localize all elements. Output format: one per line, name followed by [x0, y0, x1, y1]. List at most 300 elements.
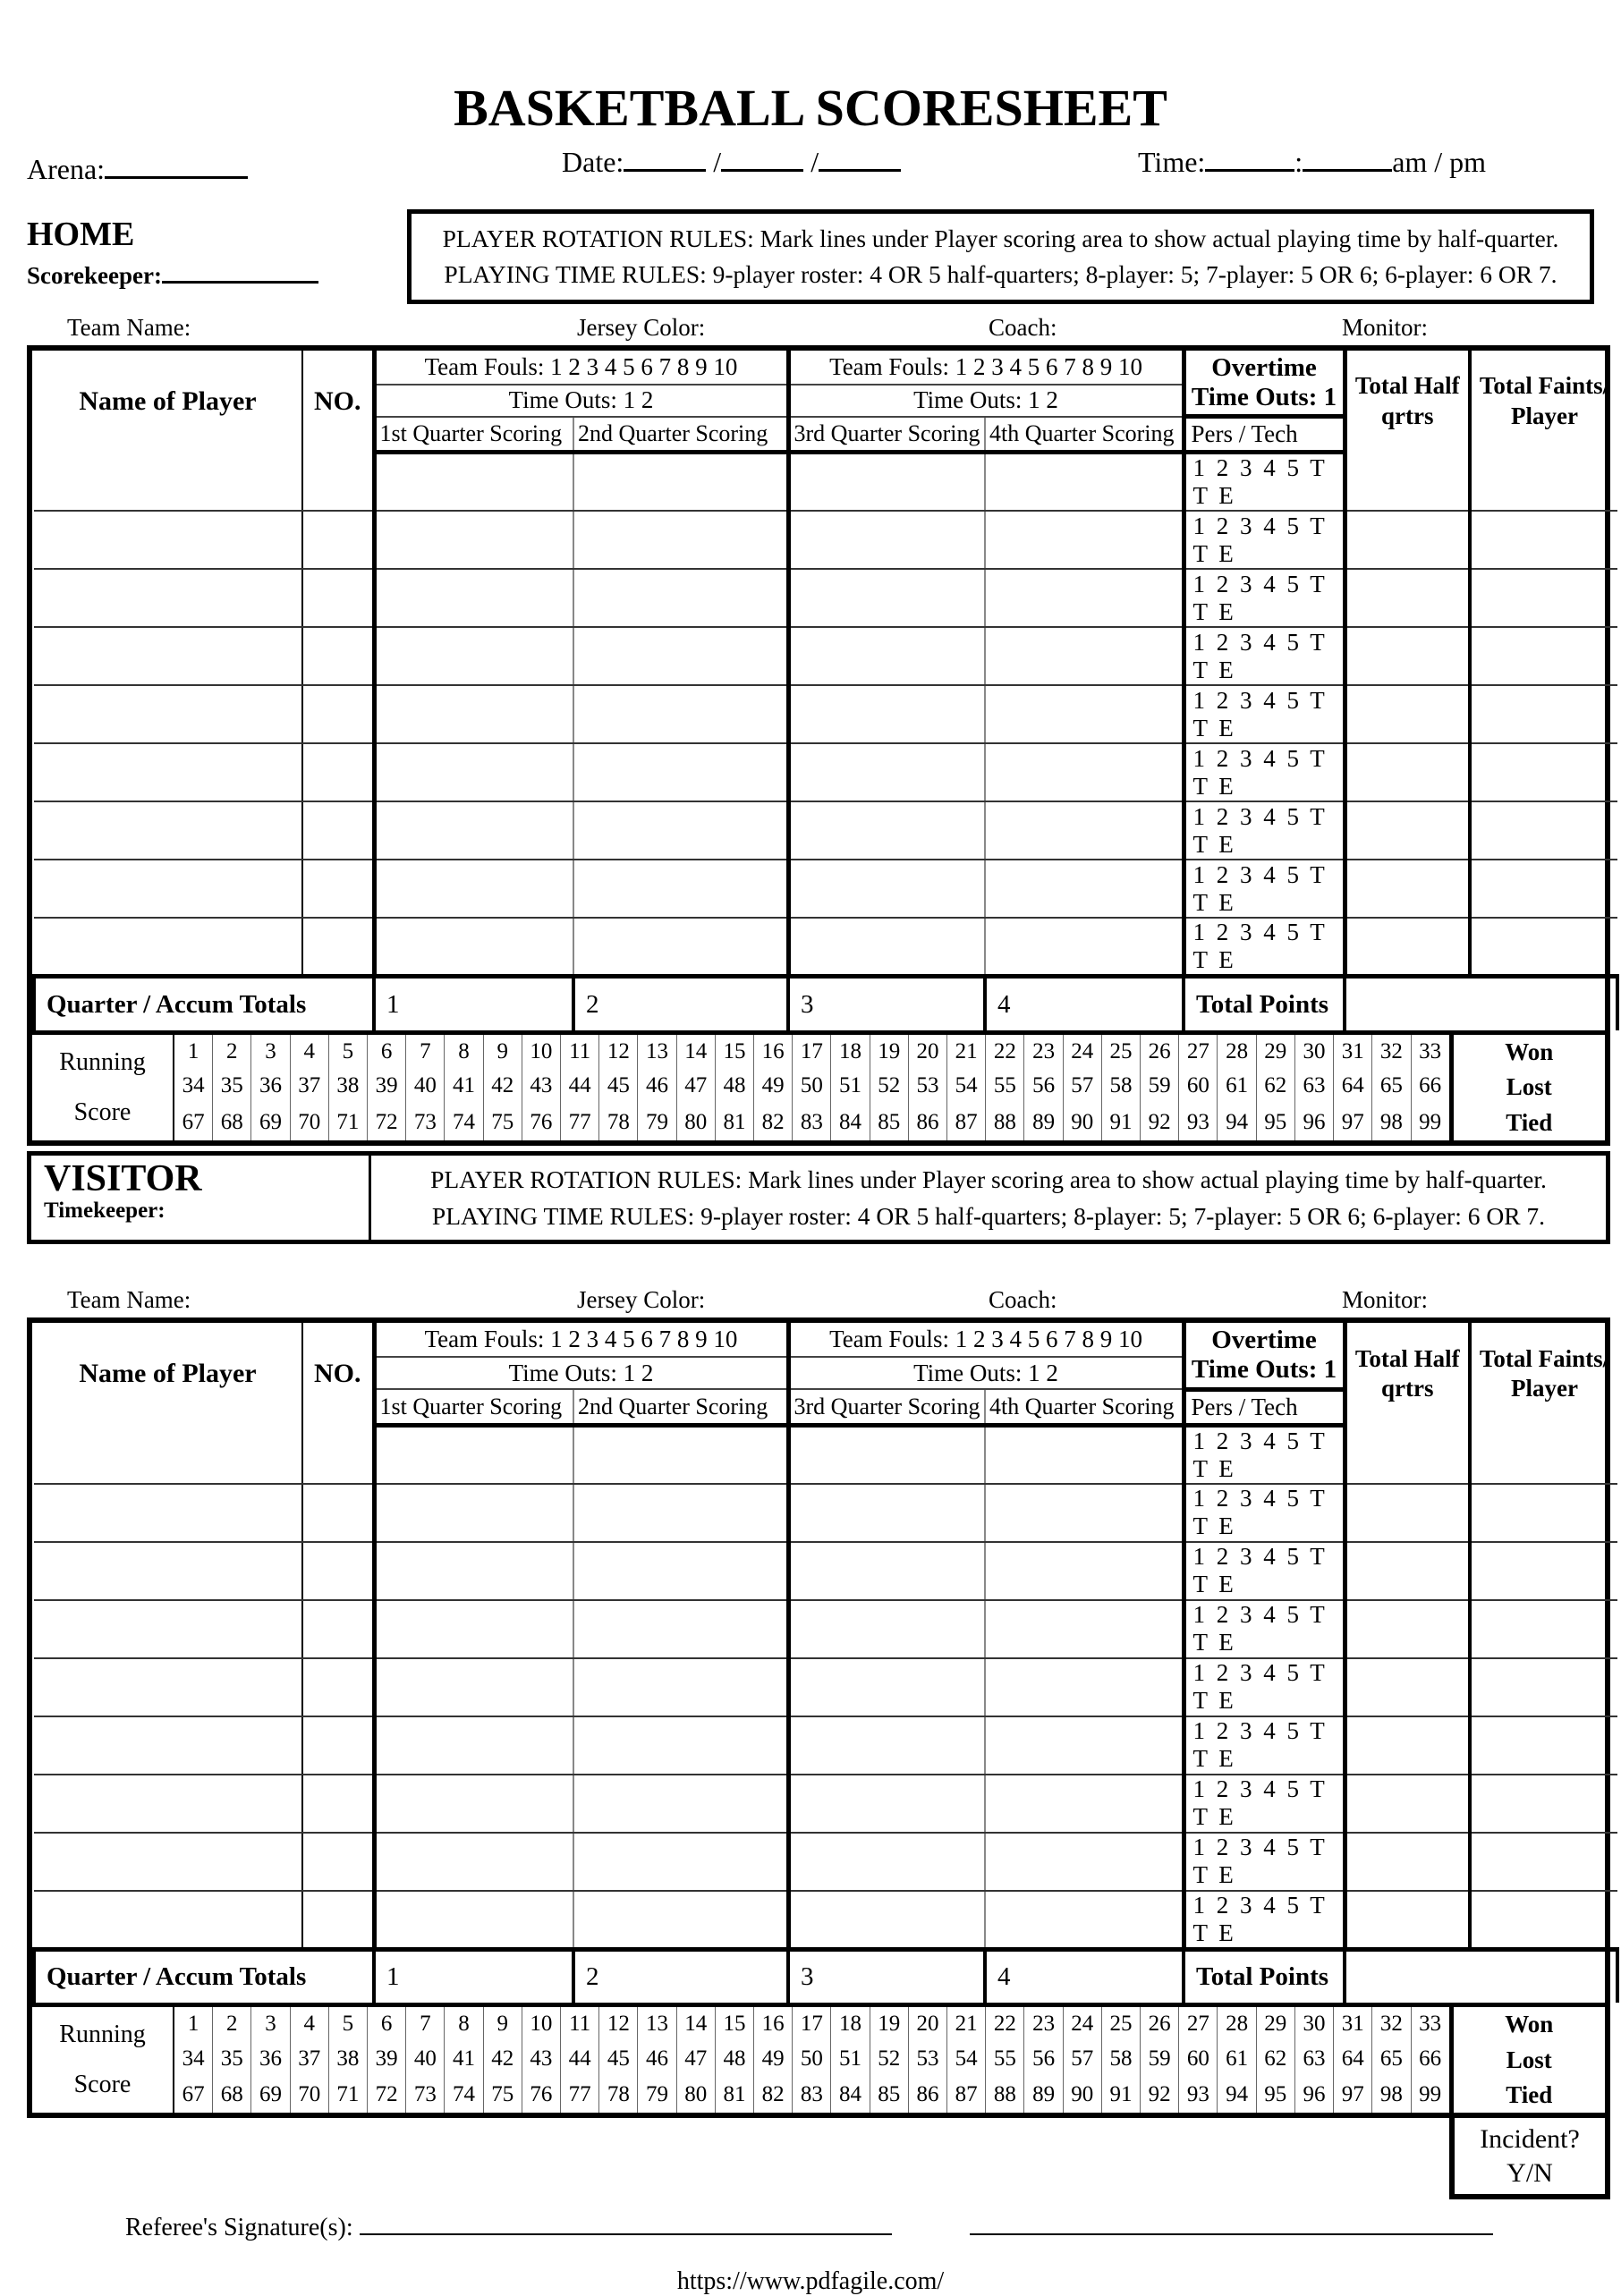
running-score-number[interactable]: 79 — [638, 1105, 676, 1140]
q1-scoring-cell[interactable] — [374, 1775, 573, 1833]
total-faints-cell[interactable] — [1470, 1833, 1617, 1891]
running-score-number[interactable]: 72 — [368, 2077, 406, 2113]
running-score-number[interactable]: 69 — [251, 2077, 290, 2113]
team-fouls-header-1st-half[interactable]: Team Fouls: 1 2 3 4 5 6 7 8 9 10 — [374, 1323, 788, 1357]
running-score-number[interactable]: 51 — [831, 2041, 870, 2077]
running-score-number[interactable]: 99 — [1419, 1109, 1442, 1134]
running-score-number[interactable]: 27 — [1179, 1035, 1218, 1069]
running-score-number[interactable]: 76 — [522, 2077, 561, 2113]
q3-scoring-cell[interactable] — [788, 1775, 985, 1833]
running-score-number[interactable]: 50 — [793, 2041, 831, 2077]
q4-total-cell[interactable]: 4 — [985, 1949, 1184, 2003]
total-faints-cell[interactable] — [1470, 627, 1617, 685]
running-score-number[interactable]: 7 — [406, 1035, 445, 1069]
running-score-number[interactable]: 75 — [484, 2077, 522, 2113]
running-score-number[interactable]: 42 — [484, 2041, 522, 2077]
won-option[interactable]: Won — [1505, 1038, 1554, 1065]
q1-scoring-cell[interactable] — [374, 569, 573, 627]
personal-fouls-scale[interactable]: 1 2 3 4 5 T T E — [1184, 569, 1345, 627]
tied-option[interactable]: Tied — [1506, 1108, 1553, 1136]
running-score-number[interactable]: 71 — [329, 2077, 368, 2113]
personal-fouls-scale[interactable]: 1 2 3 4 5 T T E — [1184, 860, 1345, 918]
lost-option[interactable]: Lost — [1506, 1073, 1552, 1101]
running-score-number[interactable]: 5 — [329, 2007, 368, 2041]
running-score-number[interactable]: 22 — [986, 2007, 1024, 2041]
running-score-number[interactable]: 68 — [213, 2077, 251, 2113]
player-name-cell[interactable] — [34, 1658, 302, 1716]
running-score-number[interactable]: 81 — [716, 2077, 754, 2113]
q3-scoring-cell[interactable] — [788, 918, 985, 977]
running-score-number[interactable]: 25 — [1102, 1035, 1141, 1069]
running-score-number[interactable]: 49 — [754, 2041, 793, 2077]
total-half-qrtrs-cell[interactable] — [1345, 1542, 1470, 1600]
running-score-number[interactable]: 36 — [251, 1068, 290, 1104]
running-score-number[interactable]: 60 — [1179, 2041, 1218, 2077]
q2-scoring-cell[interactable] — [573, 1425, 788, 1484]
q2-scoring-cell[interactable] — [573, 1484, 788, 1542]
q4-scoring-cell[interactable] — [985, 1600, 1184, 1658]
q4-scoring-cell[interactable] — [985, 453, 1184, 512]
running-score-number[interactable]: 12 — [599, 1035, 638, 1069]
running-score-number[interactable]: 26 — [1141, 1035, 1179, 1069]
total-half-qrtrs-cell[interactable] — [1345, 1600, 1470, 1658]
running-score-number[interactable]: 58 — [1102, 2041, 1141, 2077]
running-score-number[interactable]: 91 — [1102, 2077, 1141, 2113]
tied-option[interactable]: Tied — [1506, 2081, 1553, 2109]
running-score-number[interactable]: 83 — [793, 2077, 831, 2113]
running-score-number[interactable]: 10 — [522, 1035, 561, 1069]
running-score-number[interactable]: 16 — [754, 2007, 793, 2041]
running-score-number[interactable]: 25 — [1102, 2007, 1141, 2041]
q3-scoring-cell[interactable] — [788, 1425, 985, 1484]
running-score-number[interactable]: 64 — [1334, 1068, 1372, 1104]
running-score-number[interactable]: 10 — [522, 2007, 561, 2041]
running-score-number[interactable]: 45 — [599, 2041, 638, 2077]
personal-fouls-scale[interactable]: 1 2 3 4 5 T T E — [1184, 743, 1345, 801]
running-score-number[interactable]: 6 — [368, 1035, 406, 1069]
q2-scoring-cell[interactable] — [573, 860, 788, 918]
running-score-number[interactable]: 83 — [793, 1105, 831, 1140]
q4-scoring-cell[interactable] — [985, 1542, 1184, 1600]
q2-scoring-cell[interactable] — [573, 1891, 788, 1950]
q2-scoring-cell[interactable] — [573, 743, 788, 801]
total-faints-cell[interactable] — [1470, 1716, 1617, 1775]
running-score-number[interactable]: 58 — [1102, 1068, 1141, 1104]
running-score-number[interactable]: 97 — [1334, 2077, 1372, 2113]
q4-scoring-cell[interactable] — [985, 1716, 1184, 1775]
running-score-number[interactable]: 67 — [174, 1105, 213, 1140]
player-number-cell[interactable] — [302, 627, 374, 685]
personal-fouls-scale[interactable]: 1 2 3 4 5 T T E — [1184, 918, 1345, 977]
player-number-cell[interactable] — [302, 1775, 374, 1833]
player-number-cell[interactable] — [302, 685, 374, 743]
arena-input-line[interactable] — [105, 150, 248, 179]
running-score-number[interactable]: 77 — [561, 2077, 599, 2113]
running-score-number[interactable]: 89 — [1024, 1105, 1063, 1140]
running-score-number[interactable]: 88 — [986, 1105, 1024, 1140]
time-hour-line[interactable] — [1205, 143, 1294, 172]
q3-scoring-cell[interactable] — [788, 801, 985, 860]
total-faints-cell[interactable] — [1470, 1542, 1617, 1600]
running-score-number[interactable]: 53 — [909, 2041, 947, 2077]
running-score-number[interactable]: 90 — [1064, 1105, 1102, 1140]
running-score-number[interactable]: 23 — [1024, 1035, 1063, 1069]
running-score-number[interactable]: 24 — [1064, 1035, 1102, 1069]
running-score-number[interactable]: 47 — [677, 2041, 716, 2077]
running-score-number[interactable]: 80 — [677, 2077, 716, 2113]
q4-scoring-cell[interactable] — [985, 1484, 1184, 1542]
running-score-number[interactable]: 59 — [1141, 2041, 1179, 2077]
q4-scoring-cell[interactable] — [985, 627, 1184, 685]
running-score-number[interactable]: 46 — [638, 2041, 676, 2077]
running-score-number[interactable]: 85 — [870, 1105, 909, 1140]
running-score-number[interactable]: 63 — [1295, 2041, 1334, 2077]
q2-scoring-cell[interactable] — [573, 511, 788, 569]
running-score-number[interactable]: 28 — [1218, 1035, 1256, 1069]
q1-scoring-cell[interactable] — [374, 918, 573, 977]
total-faints-cell[interactable] — [1470, 1425, 1617, 1484]
running-score-number[interactable]: 70 — [291, 1105, 329, 1140]
personal-fouls-scale[interactable]: 1 2 3 4 5 T T E — [1184, 801, 1345, 860]
personal-fouls-scale[interactable]: 1 2 3 4 5 T T E — [1184, 453, 1345, 512]
lost-option[interactable]: Lost — [1506, 2046, 1552, 2073]
q2-scoring-cell[interactable] — [573, 453, 788, 512]
running-score-number[interactable]: 62 — [1257, 2041, 1295, 2077]
running-score-number[interactable]: 86 — [909, 2077, 947, 2113]
q1-scoring-cell[interactable] — [374, 627, 573, 685]
player-name-cell[interactable] — [34, 1425, 302, 1484]
running-score-number[interactable]: 68 — [213, 1105, 251, 1140]
running-score-number[interactable]: 65 — [1372, 2041, 1411, 2077]
player-number-cell[interactable] — [302, 1658, 374, 1716]
running-score-number[interactable]: 2 — [213, 2007, 251, 2041]
q4-scoring-cell[interactable] — [985, 511, 1184, 569]
overtime-timeouts-label[interactable]: Time Outs: 1 — [1191, 1355, 1337, 1384]
running-score-number[interactable]: 18 — [831, 1035, 870, 1069]
running-score-number[interactable]: 40 — [406, 2041, 445, 2077]
q3-scoring-cell[interactable] — [788, 511, 985, 569]
running-score-number[interactable]: 71 — [329, 1105, 368, 1140]
running-score-number[interactable]: 48 — [716, 1068, 754, 1104]
personal-fouls-scale[interactable]: 1 2 3 4 5 T T E — [1184, 1716, 1345, 1775]
running-score-number[interactable]: 56 — [1024, 1068, 1063, 1104]
total-faints-cell[interactable] — [1470, 860, 1617, 918]
running-score-number[interactable]: 67 — [174, 2077, 213, 2113]
running-score-number[interactable]: 90 — [1064, 2077, 1102, 2113]
running-score-number[interactable]: 72 — [368, 1105, 406, 1140]
running-score-number[interactable]: 34 — [174, 1068, 213, 1104]
running-score-number[interactable]: 81 — [716, 1105, 754, 1140]
player-name-cell[interactable] — [34, 1891, 302, 1950]
running-score-number[interactable]: 78 — [599, 1105, 638, 1140]
running-score-number[interactable]: 7 — [406, 2007, 445, 2041]
player-name-cell[interactable] — [34, 453, 302, 512]
q3-scoring-cell[interactable] — [788, 1600, 985, 1658]
running-score-number[interactable]: 32 — [1372, 2007, 1411, 2041]
q1-scoring-cell[interactable] — [374, 1484, 573, 1542]
q4-scoring-cell[interactable] — [985, 1658, 1184, 1716]
date-month-line[interactable] — [624, 143, 706, 172]
q3-scoring-cell[interactable] — [788, 860, 985, 918]
running-score-number[interactable]: 6 — [368, 2007, 406, 2041]
total-faints-cell[interactable] — [1470, 1891, 1617, 1950]
q1-scoring-cell[interactable] — [374, 801, 573, 860]
running-score-number[interactable]: 17 — [793, 1035, 831, 1069]
player-name-cell[interactable] — [34, 743, 302, 801]
scorekeeper-input-line[interactable] — [162, 259, 318, 284]
total-half-qrtrs-cell[interactable] — [1345, 1716, 1470, 1775]
running-score-number[interactable]: 51 — [831, 1068, 870, 1104]
running-score-number[interactable]: 48 — [716, 2041, 754, 2077]
running-score-number[interactable]: 92 — [1141, 2077, 1179, 2113]
player-name-cell[interactable] — [34, 801, 302, 860]
running-score-number[interactable]: 50 — [793, 1068, 831, 1104]
total-faints-cell[interactable] — [1470, 743, 1617, 801]
running-score-number[interactable]: 54 — [947, 1068, 986, 1104]
running-score-number[interactable]: 75 — [484, 1105, 522, 1140]
running-score-number[interactable]: 61 — [1218, 2041, 1256, 2077]
q3-scoring-cell[interactable] — [788, 1658, 985, 1716]
running-score-number[interactable]: 30 — [1295, 1035, 1334, 1069]
q3-scoring-cell[interactable] — [788, 1484, 985, 1542]
running-score-number[interactable]: 26 — [1141, 2007, 1179, 2041]
q1-scoring-cell[interactable] — [374, 743, 573, 801]
running-score-number[interactable]: 49 — [754, 1068, 793, 1104]
running-score-number[interactable]: 89 — [1024, 2077, 1063, 2113]
personal-fouls-scale[interactable]: 1 2 3 4 5 T T E — [1184, 1833, 1345, 1891]
won-option[interactable]: Won — [1505, 2011, 1554, 2038]
q4-scoring-cell[interactable] — [985, 1833, 1184, 1891]
q4-scoring-cell[interactable] — [985, 860, 1184, 918]
total-faints-cell[interactable] — [1470, 918, 1617, 977]
running-score-number[interactable]: 3 — [251, 1035, 290, 1069]
running-score-number[interactable]: 19 — [870, 1035, 909, 1069]
player-name-cell[interactable] — [34, 1600, 302, 1658]
running-score-number[interactable]: 62 — [1257, 1068, 1295, 1104]
running-score-number[interactable]: 14 — [677, 1035, 716, 1069]
total-faints-cell[interactable] — [1470, 1658, 1617, 1716]
q3-total-cell[interactable]: 3 — [788, 977, 985, 1030]
running-score-number[interactable]: 9 — [484, 2007, 522, 2041]
running-score-number[interactable]: 32 — [1372, 1035, 1411, 1069]
total-half-qrtrs-cell[interactable] — [1345, 453, 1470, 512]
running-score-number[interactable]: 35 — [213, 1068, 251, 1104]
total-half-qrtrs-cell[interactable] — [1345, 860, 1470, 918]
player-number-cell[interactable] — [302, 569, 374, 627]
q1-scoring-cell[interactable] — [374, 1833, 573, 1891]
running-score-number[interactable]: 35 — [213, 2041, 251, 2077]
running-score-number[interactable]: 37 — [291, 2041, 329, 2077]
running-score-number[interactable]: 31 — [1334, 1035, 1372, 1069]
personal-fouls-scale[interactable]: 1 2 3 4 5 T T E — [1184, 1425, 1345, 1484]
running-score-number[interactable]: 8 — [445, 2007, 483, 2041]
running-score-number[interactable]: 16 — [754, 1035, 793, 1069]
player-name-cell[interactable] — [34, 569, 302, 627]
running-score-number[interactable]: 45 — [599, 1068, 638, 1104]
q2-scoring-cell[interactable] — [573, 1775, 788, 1833]
running-score-number[interactable]: 47 — [677, 1068, 716, 1104]
total-faints-cell[interactable] — [1470, 801, 1617, 860]
running-score-number[interactable]: 96 — [1295, 2077, 1334, 2113]
q1-scoring-cell[interactable] — [374, 860, 573, 918]
total-points-cell[interactable] — [1345, 1949, 1617, 2003]
running-score-number[interactable]: 29 — [1257, 1035, 1295, 1069]
running-score-number[interactable]: 17 — [793, 2007, 831, 2041]
running-score-number[interactable]: 1 — [174, 2007, 213, 2041]
team-fouls-header-2nd-half[interactable]: Team Fouls: 1 2 3 4 5 6 7 8 9 10 — [788, 351, 1184, 385]
running-score-number[interactable]: 52 — [870, 2041, 909, 2077]
total-half-qrtrs-cell[interactable] — [1345, 685, 1470, 743]
q3-scoring-cell[interactable] — [788, 685, 985, 743]
q2-scoring-cell[interactable] — [573, 1833, 788, 1891]
q4-scoring-cell[interactable] — [985, 569, 1184, 627]
running-score-number[interactable]: 44 — [561, 1068, 599, 1104]
running-score-number[interactable]: 98 — [1372, 2077, 1411, 2113]
overtime-timeouts-label[interactable]: Time Outs: 1 — [1191, 382, 1337, 411]
q4-total-cell[interactable]: 4 — [985, 977, 1184, 1030]
player-name-cell[interactable] — [34, 1716, 302, 1775]
running-score-number[interactable]: 84 — [831, 1105, 870, 1140]
running-score-number[interactable]: 55 — [986, 2041, 1024, 2077]
q4-scoring-cell[interactable] — [985, 743, 1184, 801]
running-score-number[interactable]: 94 — [1218, 1105, 1256, 1140]
player-number-cell[interactable] — [302, 918, 374, 977]
player-number-cell[interactable] — [302, 1716, 374, 1775]
running-score-number[interactable]: 14 — [677, 2007, 716, 2041]
q2-scoring-cell[interactable] — [573, 1542, 788, 1600]
date-day-line[interactable] — [721, 143, 803, 172]
running-score-number[interactable]: 5 — [329, 1035, 368, 1069]
total-half-qrtrs-cell[interactable] — [1345, 511, 1470, 569]
player-number-cell[interactable] — [302, 1891, 374, 1950]
player-name-cell[interactable] — [34, 511, 302, 569]
running-score-number[interactable]: 66 — [1419, 2046, 1442, 2071]
q2-total-cell[interactable]: 2 — [573, 1949, 788, 2003]
q3-scoring-cell[interactable] — [788, 1542, 985, 1600]
running-score-number[interactable]: 91 — [1102, 1105, 1141, 1140]
running-score-number[interactable]: 60 — [1179, 1068, 1218, 1104]
running-score-number[interactable]: 56 — [1024, 2041, 1063, 2077]
q4-scoring-cell[interactable] — [985, 918, 1184, 977]
total-half-qrtrs-cell[interactable] — [1345, 1425, 1470, 1484]
running-score-number[interactable]: 97 — [1334, 1105, 1372, 1140]
running-score-number[interactable]: 9 — [484, 1035, 522, 1069]
q1-scoring-cell[interactable] — [374, 1542, 573, 1600]
q4-scoring-cell[interactable] — [985, 801, 1184, 860]
total-faints-cell[interactable] — [1470, 1484, 1617, 1542]
running-score-number[interactable]: 13 — [638, 1035, 676, 1069]
q1-scoring-cell[interactable] — [374, 685, 573, 743]
running-score-number[interactable]: 80 — [677, 1105, 716, 1140]
q4-scoring-cell[interactable] — [985, 1425, 1184, 1484]
q4-scoring-cell[interactable] — [985, 1775, 1184, 1833]
incident-yn[interactable]: Y/N — [1506, 2157, 1553, 2188]
running-score-number[interactable]: 43 — [522, 1068, 561, 1104]
running-score-number[interactable]: 92 — [1141, 1105, 1179, 1140]
running-score-number[interactable]: 43 — [522, 2041, 561, 2077]
running-score-number[interactable]: 87 — [947, 1105, 986, 1140]
total-half-qrtrs-cell[interactable] — [1345, 1891, 1470, 1950]
total-half-qrtrs-cell[interactable] — [1345, 569, 1470, 627]
running-score-number[interactable]: 46 — [638, 1068, 676, 1104]
running-score-number[interactable]: 65 — [1372, 1068, 1411, 1104]
personal-fouls-scale[interactable]: 1 2 3 4 5 T T E — [1184, 685, 1345, 743]
timeouts-header-2nd-half[interactable]: Time Outs: 1 2 — [788, 385, 1184, 417]
q3-scoring-cell[interactable] — [788, 1833, 985, 1891]
total-half-qrtrs-cell[interactable] — [1345, 801, 1470, 860]
running-score-number[interactable]: 36 — [251, 2041, 290, 2077]
q1-scoring-cell[interactable] — [374, 453, 573, 512]
q1-scoring-cell[interactable] — [374, 1425, 573, 1484]
running-score-number[interactable]: 52 — [870, 1068, 909, 1104]
player-name-cell[interactable] — [34, 627, 302, 685]
running-score-number[interactable]: 64 — [1334, 2041, 1372, 2077]
player-name-cell[interactable] — [34, 1542, 302, 1600]
player-number-cell[interactable] — [302, 511, 374, 569]
running-score-number[interactable]: 38 — [329, 2041, 368, 2077]
running-score-number[interactable]: 59 — [1141, 1068, 1179, 1104]
q3-scoring-cell[interactable] — [788, 569, 985, 627]
running-score-number[interactable]: 85 — [870, 2077, 909, 2113]
running-score-number[interactable]: 76 — [522, 1105, 561, 1140]
running-score-number[interactable]: 39 — [368, 2041, 406, 2077]
running-score-number[interactable]: 30 — [1295, 2007, 1334, 2041]
running-score-number[interactable]: 2 — [213, 1035, 251, 1069]
running-score-number[interactable]: 27 — [1179, 2007, 1218, 2041]
player-number-cell[interactable] — [302, 1600, 374, 1658]
running-score-number[interactable]: 61 — [1218, 1068, 1256, 1104]
player-number-cell[interactable] — [302, 453, 374, 512]
total-faints-cell[interactable] — [1470, 569, 1617, 627]
personal-fouls-scale[interactable]: 1 2 3 4 5 T T E — [1184, 1775, 1345, 1833]
player-name-cell[interactable] — [34, 685, 302, 743]
running-score-number[interactable]: 37 — [291, 1068, 329, 1104]
running-score-number[interactable]: 93 — [1179, 2077, 1218, 2113]
q1-scoring-cell[interactable] — [374, 1600, 573, 1658]
running-score-number[interactable]: 95 — [1257, 1105, 1295, 1140]
personal-fouls-scale[interactable]: 1 2 3 4 5 T T E — [1184, 1542, 1345, 1600]
total-faints-cell[interactable] — [1470, 1600, 1617, 1658]
running-score-number[interactable]: 86 — [909, 1105, 947, 1140]
running-score-number[interactable]: 54 — [947, 2041, 986, 2077]
running-score-number[interactable]: 1 — [174, 1035, 213, 1069]
time-minute-line[interactable] — [1303, 143, 1392, 172]
referee-signature-line-2[interactable] — [970, 2210, 1493, 2235]
total-faints-cell[interactable] — [1470, 511, 1617, 569]
team-fouls-header-2nd-half[interactable]: Team Fouls: 1 2 3 4 5 6 7 8 9 10 — [788, 1323, 1184, 1357]
running-score-number[interactable]: 15 — [716, 2007, 754, 2041]
running-score-number[interactable]: 78 — [599, 2077, 638, 2113]
running-score-number[interactable]: 73 — [406, 1105, 445, 1140]
running-score-number[interactable]: 8 — [445, 1035, 483, 1069]
total-half-qrtrs-cell[interactable] — [1345, 743, 1470, 801]
q2-scoring-cell[interactable] — [573, 1658, 788, 1716]
personal-fouls-scale[interactable]: 1 2 3 4 5 T T E — [1184, 627, 1345, 685]
total-faints-cell[interactable] — [1470, 453, 1617, 512]
incident-box[interactable] — [1449, 2113, 1610, 2199]
running-score-number[interactable]: 44 — [561, 2041, 599, 2077]
running-score-number[interactable]: 31 — [1334, 2007, 1372, 2041]
running-score-number[interactable]: 21 — [947, 1035, 986, 1069]
running-score-number[interactable]: 42 — [484, 1068, 522, 1104]
player-name-cell[interactable] — [34, 918, 302, 977]
running-score-number[interactable]: 22 — [986, 1035, 1024, 1069]
total-points-cell[interactable] — [1345, 977, 1617, 1030]
running-score-number[interactable]: 20 — [909, 2007, 947, 2041]
personal-fouls-scale[interactable]: 1 2 3 4 5 T T E — [1184, 1484, 1345, 1542]
running-score-number[interactable]: 53 — [909, 1068, 947, 1104]
total-half-qrtrs-cell[interactable] — [1345, 1833, 1470, 1891]
